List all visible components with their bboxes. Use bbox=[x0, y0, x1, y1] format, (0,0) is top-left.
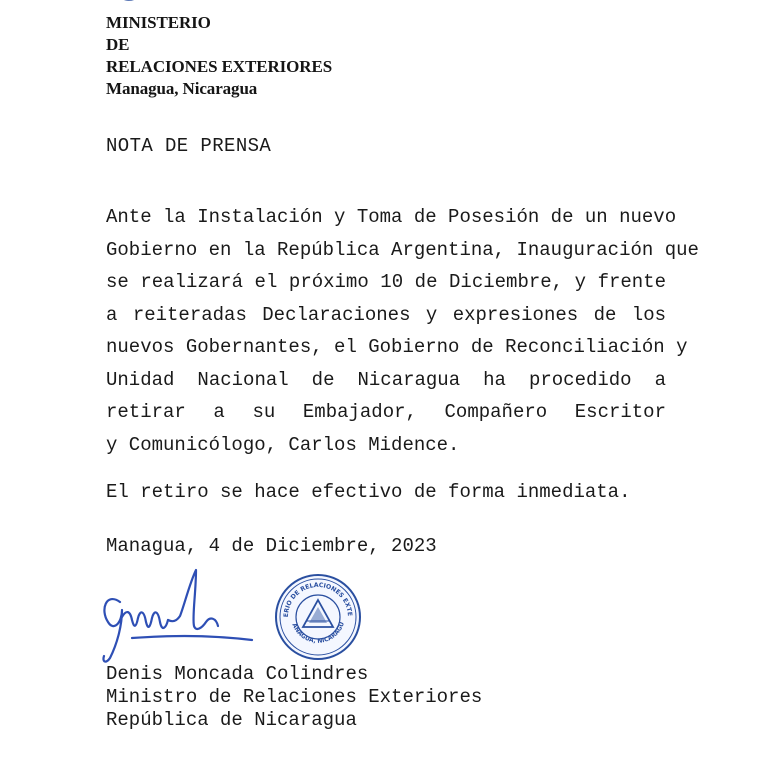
signer-country: República de Nicaragua bbox=[106, 709, 357, 731]
official-seal bbox=[274, 573, 362, 661]
body-line: Ante la Instalación y Toma de Posesión de un nuevo bbox=[106, 206, 677, 228]
signature-stroke bbox=[122, 612, 168, 628]
body-paragraph-2: El retiro se hace efectivo de forma inmediata. bbox=[106, 481, 631, 503]
seal-text-top: ERIO DE RELACIONES EXTE bbox=[282, 581, 354, 618]
signature-stroke bbox=[132, 636, 252, 640]
body-line: nuevos Gobernantes, el Gobierno de Reconciliación y bbox=[106, 336, 688, 358]
signature bbox=[92, 562, 262, 672]
body-line: y Comunicólogo, Carlos Midence. bbox=[106, 433, 460, 456]
document-title: NOTA DE PRENSA bbox=[106, 135, 272, 157]
letterhead-line-relaciones: RELACIONES EXTERIORES bbox=[106, 57, 333, 76]
seal-text-bottom: ANAGUA, NICARAGU bbox=[290, 621, 346, 645]
dateline: Managua, 4 de Diciembre, 2023 bbox=[106, 535, 437, 557]
signature-stroke bbox=[103, 599, 122, 662]
signature-stroke bbox=[168, 570, 218, 629]
body-line: Unidad Nacional de Nicaragua ha procedido a bbox=[106, 368, 666, 391]
top-seal-fragment bbox=[112, 0, 146, 6]
letterhead bbox=[106, 12, 332, 100]
letterhead-line-de: DE bbox=[106, 35, 130, 54]
signer-block bbox=[106, 663, 482, 732]
body-line: Gobierno en la República Argentina, Inauguración que bbox=[106, 238, 699, 261]
letterhead-location: Managua, Nicaragua bbox=[106, 79, 258, 98]
letterhead-line-ministerio: MINISTERIO bbox=[106, 13, 211, 32]
body-line: a reiteradas Declaraciones y expresiones de los bbox=[106, 303, 666, 326]
body-line: retirar a su Embajador, Compañero Escritor bbox=[106, 401, 666, 423]
signer-position: Ministro de Relaciones Exteriores bbox=[106, 686, 483, 708]
body-paragraph-1 bbox=[106, 201, 699, 461]
signer-name: Denis Moncada Colindres bbox=[106, 663, 369, 685]
body-line: se realizará el próximo 10 de Diciembre, y frente bbox=[106, 271, 666, 293]
